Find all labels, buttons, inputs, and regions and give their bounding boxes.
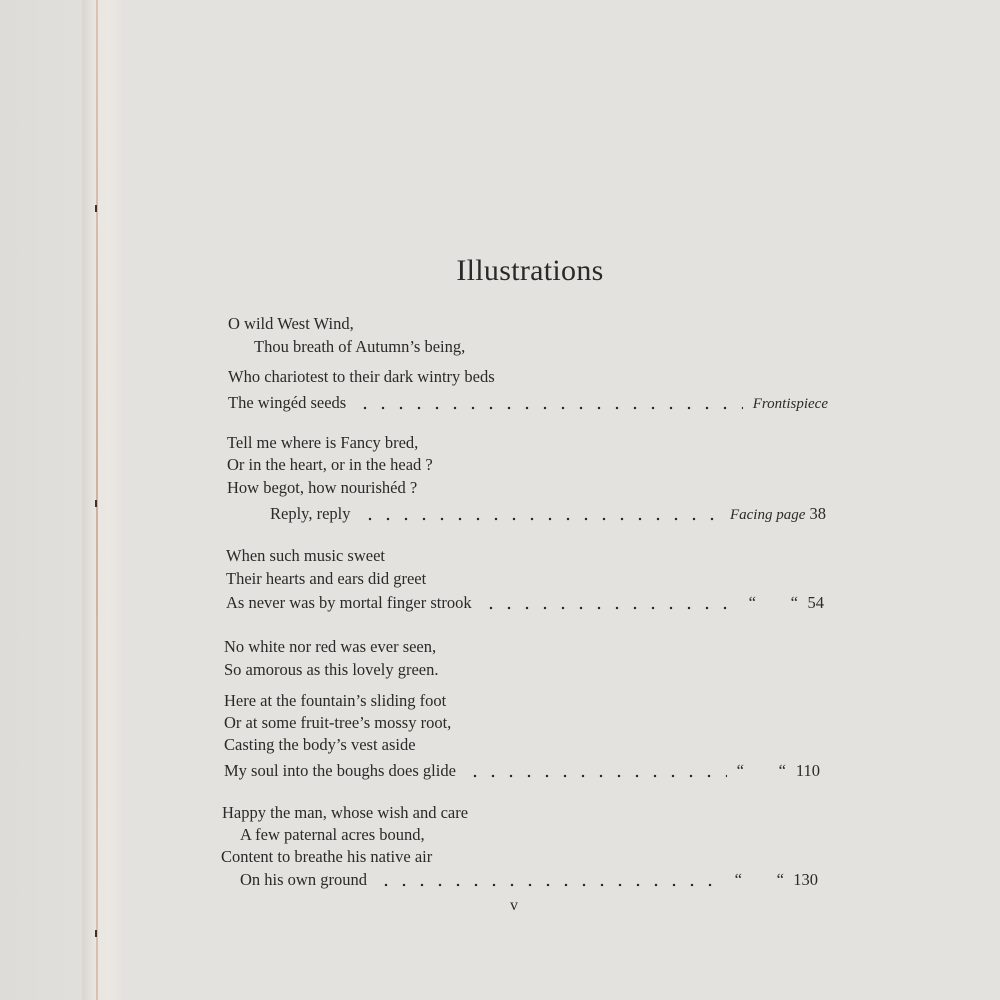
left-page — [0, 0, 82, 1000]
verse-line: Thou breath of Autumn’s being, — [254, 337, 466, 356]
ditto-mark: “ — [778, 761, 786, 780]
ditto-mark: “ — [790, 593, 798, 612]
verse-line: A few paternal acres bound, — [240, 825, 425, 844]
dot-leader — [377, 883, 725, 887]
ditto-mark: “ — [748, 593, 756, 612]
dot-leader — [482, 606, 739, 610]
ditto-mark: “ — [736, 761, 744, 780]
verse-line: Or in the heart, or in the head ? — [227, 455, 433, 474]
verse-line: So amorous as this lovely green. — [224, 660, 439, 679]
ditto-mark: “ — [734, 870, 742, 889]
page-reference: Frontispiece — [752, 396, 828, 412]
page-title: Illustrations — [456, 254, 604, 287]
page-number: 38 — [809, 504, 826, 523]
binding-mark — [95, 500, 97, 507]
verse-line: The wingéd seeds — [228, 393, 347, 412]
verse-line: Who chariotest to their dark wintry beds — [228, 367, 495, 386]
toc-entry-line — [224, 761, 820, 783]
dot-leader — [361, 517, 720, 521]
verse-line: Reply, reply — [270, 504, 351, 523]
verse-line: Their hearts and ears did greet — [226, 569, 427, 588]
verse-line: How begot, how nourishéd ? — [227, 478, 418, 497]
page-label: Facing page — [729, 507, 806, 523]
binding-mark — [95, 930, 97, 937]
verse-line: O wild West Wind, — [228, 314, 354, 333]
verse-line: Here at the fountain’s sliding foot — [224, 691, 447, 710]
verse-line: On his own ground — [240, 870, 367, 889]
page-number: 54 — [807, 593, 824, 612]
page-folio: v — [510, 897, 518, 914]
verse-line: Or at some fruit-tree’s mossy root, — [224, 713, 452, 732]
verse-line: Tell me where is Fancy bred, — [227, 433, 419, 452]
dot-leader — [356, 406, 743, 410]
verse-line: Happy the man, whose wish and care — [222, 803, 469, 822]
verse-line: My soul into the boughs does glide — [224, 761, 456, 780]
verse-line: When such music sweet — [226, 546, 385, 565]
toc-entry-line — [270, 504, 826, 526]
toc-entry-line — [228, 393, 828, 415]
toc-entry-line — [240, 870, 818, 892]
verse-line: Content to breathe his native air — [221, 847, 433, 866]
page-number: 110 — [795, 761, 820, 780]
verse-line: Casting the body’s vest aside — [224, 735, 416, 754]
verse-line: No white nor red was ever seen, — [224, 637, 437, 656]
verse-line: As never was by mortal finger strook — [226, 593, 472, 612]
book-gutter — [82, 0, 127, 1000]
toc-entry-line — [226, 593, 824, 615]
page-number: 130 — [793, 870, 818, 889]
binding-mark — [95, 205, 97, 212]
dot-leader — [466, 774, 727, 778]
ditto-mark: “ — [776, 870, 784, 889]
